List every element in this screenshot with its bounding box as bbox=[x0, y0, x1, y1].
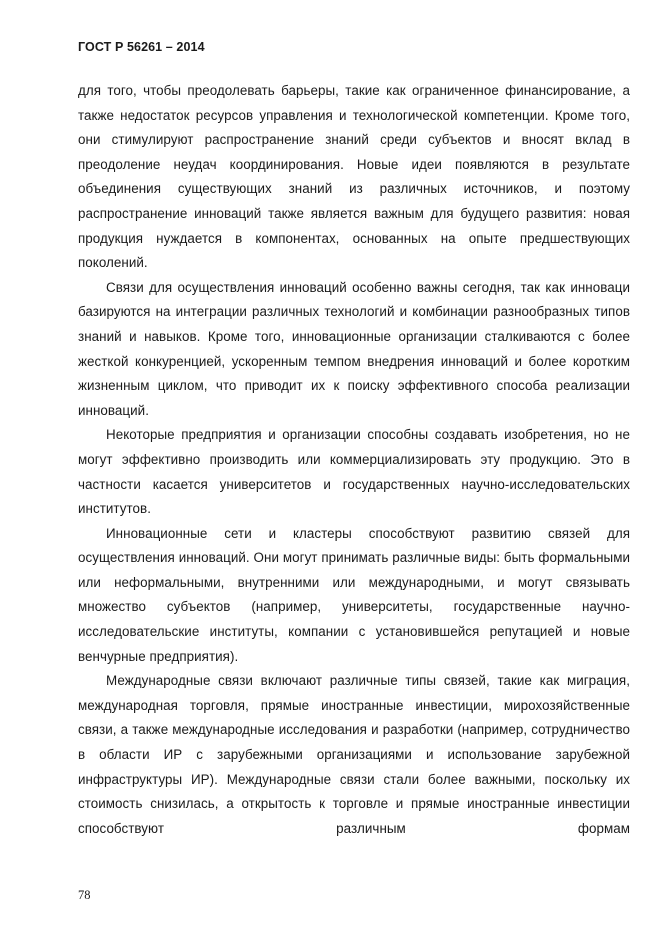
paragraph-4: Инновационные сети и кластеры способствуют развитию связей для осуществления инноваций. Они могут принимать различные виды: быть формальными или неформальными, внутренними или международными, и могут связывать множество субъектов (например, университеты, государственные научно-исследовательские институты, компании с установившейся репутацией и новые венчурные предприятия). bbox=[78, 525, 630, 664]
paragraph-3: Некоторые предприятия и организации способны создавать изобретения, но не могут эффективно производить или коммерциализировать эту продукцию. Это в частности касается университетов и государственных научно-исследовательских институтов. bbox=[78, 427, 630, 517]
document-body bbox=[78, 79, 630, 841]
document-header: ГОСТ Р 56261 – 2014 bbox=[78, 40, 205, 54]
page-number: 78 bbox=[78, 888, 91, 902]
paragraph-5: Международные связи включают различные типы связей, такие как миграция, международная торговля, прямые иностранные инвестиции, мирохозяйственные связи, а также международные исследования и разработки (например, сотрудничество в области ИР с зарубежными организациями и использование зарубежной инфраструктуры ИР). Международные связи стали более важными, поскольку их стоимость снизилась, а открытость к торговле и прямые иностранные инвестиции способствуют различным формам bbox=[78, 673, 630, 836]
paragraph-2: Связи для осуществления инноваций особенно важны сегодня, так как инноваци базируются на интеграции различных технологий и комбинации разнообразных типов знаний и навыков. Кроме того, инновационные организации сталкиваются с более жесткой конкуренцией, ускоренным темпом внедрения инноваций и более коротким жизненным циклом, что приводит их к поиску эффективного способа реализации инноваций. bbox=[78, 279, 630, 418]
paragraph-1: для того, чтобы преодолевать барьеры, такие как ограниченное финансирование, а также недостаток ресурсов управления и технологической компетенции. Кроме того, они стимулируют распространение знаний среди субъектов и вносят вклад в преодоление неудач координирования. Новые идеи появляются в результате объединения существующих знаний из различных источников, и поэтому распространение инноваций также является важным для будущего развития: новая продукция нуждается в компонентах, основанных на опыте предшествующих поколений. bbox=[78, 83, 630, 271]
